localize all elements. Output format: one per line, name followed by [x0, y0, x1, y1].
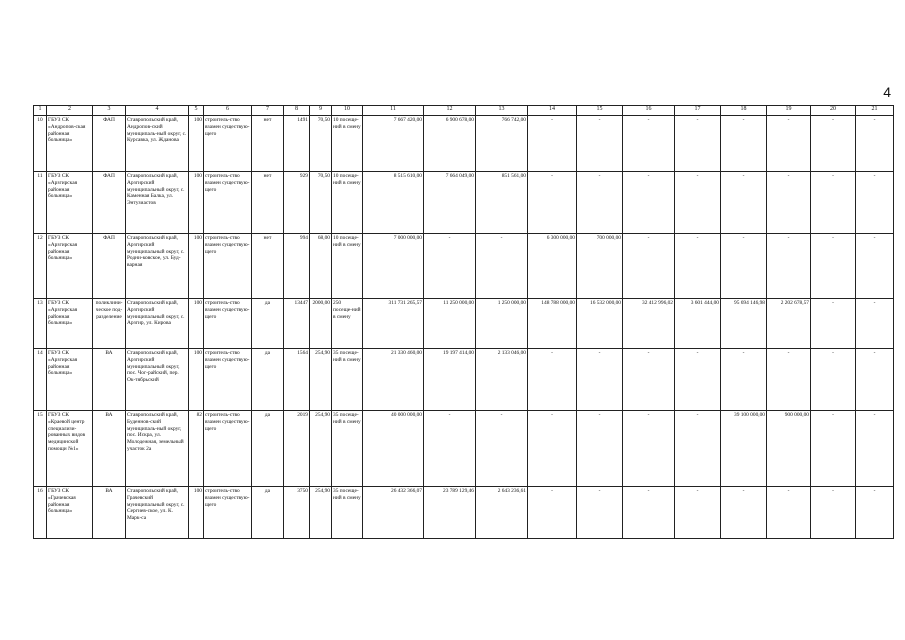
table-cell-type: ВА: [93, 411, 126, 487]
table-cell-c5: 82: [189, 411, 204, 487]
column-header: 1: [34, 106, 47, 116]
table-cell-c20: -: [811, 116, 856, 172]
table-cell-org: ГБУЗ СК «Арзгирская районная больница»: [47, 299, 93, 349]
table-cell-c15: 700 000,00: [577, 234, 623, 299]
table-cell-c19: -: [767, 234, 811, 299]
table-row: [34, 116, 894, 172]
table-cell-c10: 10 посеще-ний в смену: [332, 172, 363, 234]
table-cell-address: Ставропольский край, Арзгирский муниципальный округ, с. Арзгир, ул. Кирова: [126, 299, 189, 349]
table-cell-c17: -: [675, 487, 721, 539]
table-cell-address: Ставропольский край, Арзгирский муниципальный округ, с. Родни-ковское, ул. Буд-варная: [126, 234, 189, 299]
table-cell-c9: 2000,00: [310, 299, 332, 349]
table-cell-c13: 1 250 000,00: [476, 299, 528, 349]
table-cell-c5: 100: [189, 349, 204, 411]
table-cell-c9: 254,90: [310, 487, 332, 539]
column-header: 7: [252, 106, 284, 116]
table-cell-c12: 23 789 129,46: [424, 487, 476, 539]
column-header: 8: [284, 106, 310, 116]
table-cell-c21: -: [856, 234, 894, 299]
column-header: 9: [310, 106, 332, 116]
table-cell-work: строитель-ство взамен существую-щего: [204, 349, 252, 411]
table-cell-c5: 100: [189, 172, 204, 234]
table-cell-c12: 19 197 414,00: [424, 349, 476, 411]
table-cell-address: Ставропольский край, Арзгирский муниципальный округ, пос. Чог-райский, пер. Ок-тябрьский: [126, 349, 189, 411]
table-cell-c13: 2 133 046,00: [476, 349, 528, 411]
table-cell-type: ВА: [93, 349, 126, 411]
table-cell-c15: -: [577, 349, 623, 411]
table-cell-org: ГБУЗ СК «Арзгирская районная больница»: [47, 234, 93, 299]
table-cell-n: 13: [34, 299, 47, 349]
table-cell-n: 15: [34, 411, 47, 487]
table-cell-type: ФАП: [93, 116, 126, 172]
table-cell-c21: -: [856, 172, 894, 234]
table-cell-org: ГБУЗ СК «Андропов-ская районная больница»: [47, 116, 93, 172]
table-cell-c21: -: [856, 411, 894, 487]
table-cell-work: строитель-ство взамен существую-щего: [204, 172, 252, 234]
table-cell-c7: да: [252, 349, 284, 411]
table-cell-c8: 994: [284, 234, 310, 299]
table-cell-c18: -: [721, 172, 767, 234]
table-cell-c8: 2019: [284, 411, 310, 487]
table-cell-c10: 35 посеще-ний в смену: [332, 487, 363, 539]
table-row: [34, 299, 894, 349]
table-cell-c14: -: [528, 411, 577, 487]
column-header: 21: [856, 106, 894, 116]
table-cell-c13: 851 561,00: [476, 172, 528, 234]
table-cell-type: ФАП: [93, 172, 126, 234]
column-header: 17: [675, 106, 721, 116]
table-cell-org: ГБУЗ СК «Арзгирская районная больница»: [47, 349, 93, 411]
table-cell-c18: -: [721, 234, 767, 299]
table-cell-c10: 10 посеще-ний в смену: [332, 234, 363, 299]
table-cell-n: 10: [34, 116, 47, 172]
table-cell-c20: -: [811, 299, 856, 349]
table-cell-c20: -: [811, 234, 856, 299]
table-cell-c11: 8 515 610,00: [363, 172, 424, 234]
table-cell-c9: 70,50: [310, 116, 332, 172]
table-cell-c16: 32 412 996,02: [623, 299, 675, 349]
column-header: 11: [363, 106, 424, 116]
table-cell-org: ГБУЗ СК «Краевой центр специализи-рованных видов медицинской помощи №1»: [47, 411, 93, 487]
table-cell-work: строитель-ство взамен существую-щего: [204, 116, 252, 172]
table-cell-work: строитель-ство взамен существую-щего: [204, 487, 252, 539]
table-row: [34, 487, 894, 539]
table-cell-c5: 100: [189, 234, 204, 299]
data-table: [33, 105, 894, 539]
table-cell-c18: 39 100 000,00: [721, 411, 767, 487]
table-cell-c11: 26 432 366,07: [363, 487, 424, 539]
table-cell-c9: 254,90: [310, 349, 332, 411]
table-cell-c9: 68,00: [310, 234, 332, 299]
table-cell-c20: -: [811, 349, 856, 411]
column-header: 16: [623, 106, 675, 116]
table-cell-c15: -: [577, 116, 623, 172]
table-header-row: [34, 106, 894, 116]
table-cell-c15: 16 532 000,00: [577, 299, 623, 349]
table-cell-c15: -: [577, 487, 623, 539]
column-header: 5: [189, 106, 204, 116]
table-cell-n: 16: [34, 487, 47, 539]
table-cell-c7: нет: [252, 234, 284, 299]
table-cell-c15: -: [577, 411, 623, 487]
table-cell-c8: 1491: [284, 116, 310, 172]
column-header: 6: [204, 106, 252, 116]
table-cell-c19: -: [767, 349, 811, 411]
table-cell-c10: 10 посеще-ний в смену: [332, 116, 363, 172]
table-cell-c10: 35 посеще-ний в смену: [332, 349, 363, 411]
table-cell-c8: 1564: [284, 349, 310, 411]
table-cell-c7: да: [252, 487, 284, 539]
table-cell-c20: -: [811, 487, 856, 539]
table-cell-c14: -: [528, 487, 577, 539]
table-cell-type: поликлини-ческое под-разделение: [93, 299, 126, 349]
table-cell-c16: -: [623, 349, 675, 411]
table-cell-c21: -: [856, 116, 894, 172]
table-cell-c17: -: [675, 411, 721, 487]
table-cell-c21: -: [856, 487, 894, 539]
table-cell-c9: 70,50: [310, 172, 332, 234]
table-cell-type: ВА: [93, 487, 126, 539]
column-header: 2: [47, 106, 93, 116]
table-cell-c7: да: [252, 299, 284, 349]
table-cell-n: 12: [34, 234, 47, 299]
table-cell-c9: 254,90: [310, 411, 332, 487]
column-header: 10: [332, 106, 363, 116]
table-cell-c16: -: [623, 487, 675, 539]
table-cell-c17: -: [675, 349, 721, 411]
table-cell-c19: -: [767, 172, 811, 234]
table-cell-c21: -: [856, 299, 894, 349]
table-cell-c12: 7 664 049,00: [424, 172, 476, 234]
table-cell-c8: 13447: [284, 299, 310, 349]
table-cell-org: ГБУЗ СК «Арзгирская районная больница»: [47, 172, 93, 234]
table-cell-c5: 100: [189, 116, 204, 172]
table-cell-c7: нет: [252, 172, 284, 234]
table-row: [34, 349, 894, 411]
table-cell-c17: 3 601 444,00: [675, 299, 721, 349]
table-cell-c16: -: [623, 116, 675, 172]
table-cell-type: ФАП: [93, 234, 126, 299]
table-cell-c11: 21 330 460,00: [363, 349, 424, 411]
table-cell-c14: -: [528, 172, 577, 234]
table-cell-c11: 40 000 000,00: [363, 411, 424, 487]
table-cell-c13: -: [476, 411, 528, 487]
table-cell-address: Ставропольский край, Андропов-ский муниципаль-ный округ, с. Курсавка, ул. Жданова: [126, 116, 189, 172]
table-cell-c12: 6 900 678,00: [424, 116, 476, 172]
column-header: 19: [767, 106, 811, 116]
table-cell-c19: 2 202 678,57: [767, 299, 811, 349]
table-cell-c8: 929: [284, 172, 310, 234]
column-header: 20: [811, 106, 856, 116]
table-cell-c5: 100: [189, 299, 204, 349]
table-cell-c20: -: [811, 172, 856, 234]
table-cell-c13: 766 742,00: [476, 116, 528, 172]
table-cell-c20: -: [811, 411, 856, 487]
table-cell-work: строитель-ство взамен существую-щего: [204, 299, 252, 349]
table-cell-n: 14: [34, 349, 47, 411]
table-cell-c18: 95 694 146,98: [721, 299, 767, 349]
table-cell-c11: 311 731 265,57: [363, 299, 424, 349]
table-cell-c10: 35 посеще-ний в смену: [332, 411, 363, 487]
table-cell-c12: -: [424, 234, 476, 299]
table-cell-c13: 2 643 236,61: [476, 487, 528, 539]
table-cell-c17: -: [675, 172, 721, 234]
table-cell-c14: -: [528, 116, 577, 172]
table-cell-c19: -: [767, 487, 811, 539]
page-number: 4: [883, 84, 891, 100]
table-cell-c7: нет: [252, 116, 284, 172]
table-row: [34, 172, 894, 234]
column-header: 12: [424, 106, 476, 116]
column-header: 3: [93, 106, 126, 116]
table-cell-c18: -: [721, 116, 767, 172]
table-cell-c7: да: [252, 411, 284, 487]
table-cell-c16: -: [623, 411, 675, 487]
column-header: 13: [476, 106, 528, 116]
table-cell-c16: -: [623, 234, 675, 299]
table-cell-c15: -: [577, 172, 623, 234]
table-cell-c8: 3750: [284, 487, 310, 539]
table-cell-c19: 900 000,00: [767, 411, 811, 487]
table-cell-work: строитель-ство взамен существую-щего: [204, 411, 252, 487]
table-cell-c10: 250 посеще-ний в смену: [332, 299, 363, 349]
table-cell-c14: 6 300 000,00: [528, 234, 577, 299]
table-cell-n: 11: [34, 172, 47, 234]
table-cell-c14: 148 788 000,00: [528, 299, 577, 349]
table-cell-address: Ставропольский край, Грачевский муниципальный округ, с. Сергиев-ское, ул. К. Марк-са: [126, 487, 189, 539]
column-header: 18: [721, 106, 767, 116]
table-cell-org: ГБУЗ СК «Грачевская районная больница»: [47, 487, 93, 539]
table-cell-c19: -: [767, 116, 811, 172]
table-cell-address: Ставропольский край, Арзгирский муниципальный округ, с. Каменная Балка, ул. Энтузиастов: [126, 172, 189, 234]
table-cell-c11: 7 000 000,00: [363, 234, 424, 299]
table-cell-c17: -: [675, 116, 721, 172]
table-cell-c18: -: [721, 349, 767, 411]
table-cell-c14: -: [528, 349, 577, 411]
table-cell-c16: -: [623, 172, 675, 234]
table-cell-c11: 7 667 420,00: [363, 116, 424, 172]
table-cell-c13: -: [476, 234, 528, 299]
table-cell-c17: -: [675, 234, 721, 299]
table-cell-work: строитель-ство взамен существую-щего: [204, 234, 252, 299]
table-cell-c12: 11 250 000,00: [424, 299, 476, 349]
table-cell-c21: -: [856, 349, 894, 411]
column-header: 14: [528, 106, 577, 116]
table-cell-c5: 100: [189, 487, 204, 539]
column-header: 15: [577, 106, 623, 116]
table-cell-c18: -: [721, 487, 767, 539]
table-row: [34, 234, 894, 299]
table-cell-address: Ставропольский край, Буденнов-ский муниципаль-ный округ, пос. Искра, ул. Молодежная, земельный участок 2а: [126, 411, 189, 487]
column-header: 4: [126, 106, 189, 116]
table-row: [34, 411, 894, 487]
table-cell-c12: -: [424, 411, 476, 487]
